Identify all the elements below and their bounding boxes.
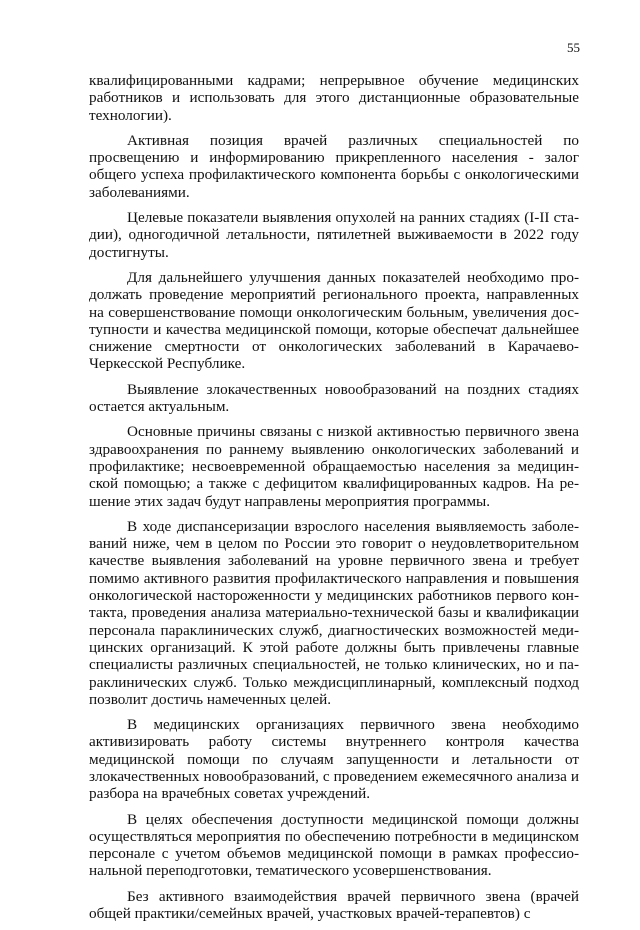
paragraph: В ходе диспансеризации взрослого населения выявляемость заболеваний ниже, чем в целом по России это говорит о неудовлетворительном качестве выявления заболеваний на уровне первичного звена и требует помимо активного развития профилактического направления и повышения онкологической настороженности у медицинских работников первого контакта, проведения анализа материально-технической базы и квалификации персонала параклинических служб, диагностических возможностей медицинских организаций. К этой работе должны быть привлечены главные специалисты различных специальностей, не только клинических, но и параклинических служб. Только междисциплинарный, комплексный подход позволит достичь намеченных целей.	[89, 517, 579, 708]
page-body	[89, 72, 579, 930]
paragraph: В медицинских организациях первичного звена необходимо активизировать работу системы внутреннего контроля качества медицинской помощи по случаям запущенности и летальности от злокачественных новообразований, с проведением ежемесячного анализа и разбора на врачебных советах учреждений.	[89, 716, 579, 803]
paragraph: Выявление злокачественных новообразований на поздних стадиях остается актуальным.	[89, 380, 579, 416]
paragraph: В целях обеспечения доступности медицинской помощи должны осуществляться мероприятия по обеспечению потребности в медицинском персонале с учетом объемов медицинской помощи в рамках профессиональной переподготовки, тематического усовершенствования.	[89, 810, 579, 880]
paragraph: Основные причины связаны с низкой активностью первичного звена здравоохранения по раннему выявлению онкологических заболеваний и профилактике; несвоевременной обращаемостью населения за медицинской помощью; а также с дефицитом квалифицированных кадров. На решение этих задач будут направлены мероприятия программы.	[89, 423, 579, 510]
paragraph: Для дальнейшего улучшения данных показателей необходимо продолжать проведение мероприятий регионального проекта, направленных на совершенствование помощи онкологическим больным, увеличения доступности и качества медицинской помощи, которые обеспечат дальнейшее снижение смертности от онкологических заболеваний в Карачаево-Черкесской Республике.	[89, 268, 579, 373]
paragraph-continuation: квалифицированными кадрами; непрерывное обучение медицинских работников и использовать для этого дистанционные образовательные технологии).	[89, 72, 579, 124]
page-number: 55	[567, 40, 580, 55]
paragraph: Целевые показатели выявления опухолей на ранних стадиях (I-II стадии), одногодичной летальности, пятилетней выживаемости в 2022 году достигнуты.	[89, 209, 579, 261]
paragraph: Без активного взаимодействия врачей первичного звена (врачей общей практики/семейных врачей, участковых врачей-терапевтов) с	[89, 887, 579, 923]
paragraph: Активная позиция врачей различных специальностей по просвещению и информированию прикрепленного населения - залог общего успеха профилактического компонента борьбы с онкологическими заболеваниями.	[89, 131, 579, 201]
